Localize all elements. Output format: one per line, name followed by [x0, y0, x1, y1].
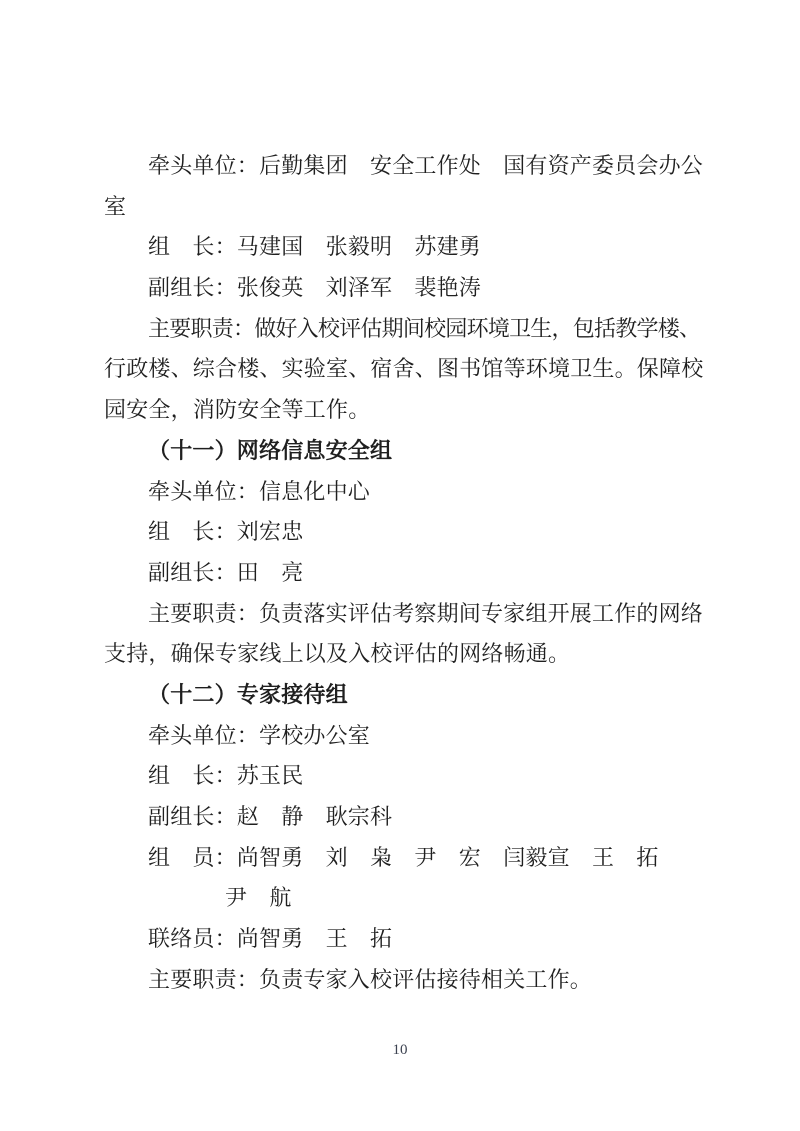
doc-line-liaison: 联络员：尚智勇 王 拓 — [148, 926, 393, 952]
document-body — [104, 146, 704, 1000]
page-number: 10 — [392, 1042, 408, 1058]
doc-line-duties: 主要职责：负责专家入校评估接待相关工作。 — [148, 966, 593, 992]
doc-line-duties: 主要职责：做好入校评估期间校园环境卫生，包括教学楼、 — [148, 315, 700, 341]
doc-line-lead-unit: 牵头单位：后勤集团 安全工作处 国有资产委员会办公 — [148, 153, 704, 178]
doc-line-group-leader: 组 长：苏玉民 — [148, 763, 304, 789]
doc-line-lead-unit-wrap: 室 — [104, 193, 127, 219]
doc-line-duties-wrap: 支持，确保专家线上以及入校评估的网络畅通。 — [104, 641, 571, 667]
section-heading-expert-reception: （十二）专家接待组 — [148, 681, 348, 707]
doc-line-lead-unit: 牵头单位：学校办公室 — [148, 722, 371, 748]
section-heading-network-security: （十一）网络信息安全组 — [148, 437, 393, 463]
doc-line-deputy-leader: 副组长：赵 静 耿宗科 — [148, 804, 393, 829]
doc-line-duties-wrap: 园安全，消防安全等工作。 — [104, 397, 371, 423]
doc-line-duties-wrap: 行政楼、综合楼、实验室、宿舍、图书馆等环境卫生。保障校 — [104, 356, 704, 382]
doc-line-group-leader: 组 长：马建国 张毅明 苏建勇 — [148, 234, 482, 260]
doc-line-duties: 主要职责：负责落实评估考察期间专家组开展工作的网络 — [148, 600, 704, 626]
doc-line-deputy-leader: 副组长：张俊英 刘泽军 裴艳涛 — [148, 275, 482, 301]
doc-line-members-wrap: 尹 航 — [225, 885, 292, 911]
doc-line-lead-unit: 牵头单位：信息化中心 — [148, 478, 371, 504]
doc-line-members: 组 员：尚智勇 刘 枭 尹 宏 闫毅宣 王 拓 — [148, 844, 659, 870]
doc-line-group-leader: 组 长：刘宏忠 — [148, 519, 304, 545]
doc-line-deputy-leader: 副组长：田 亮 — [148, 559, 304, 585]
